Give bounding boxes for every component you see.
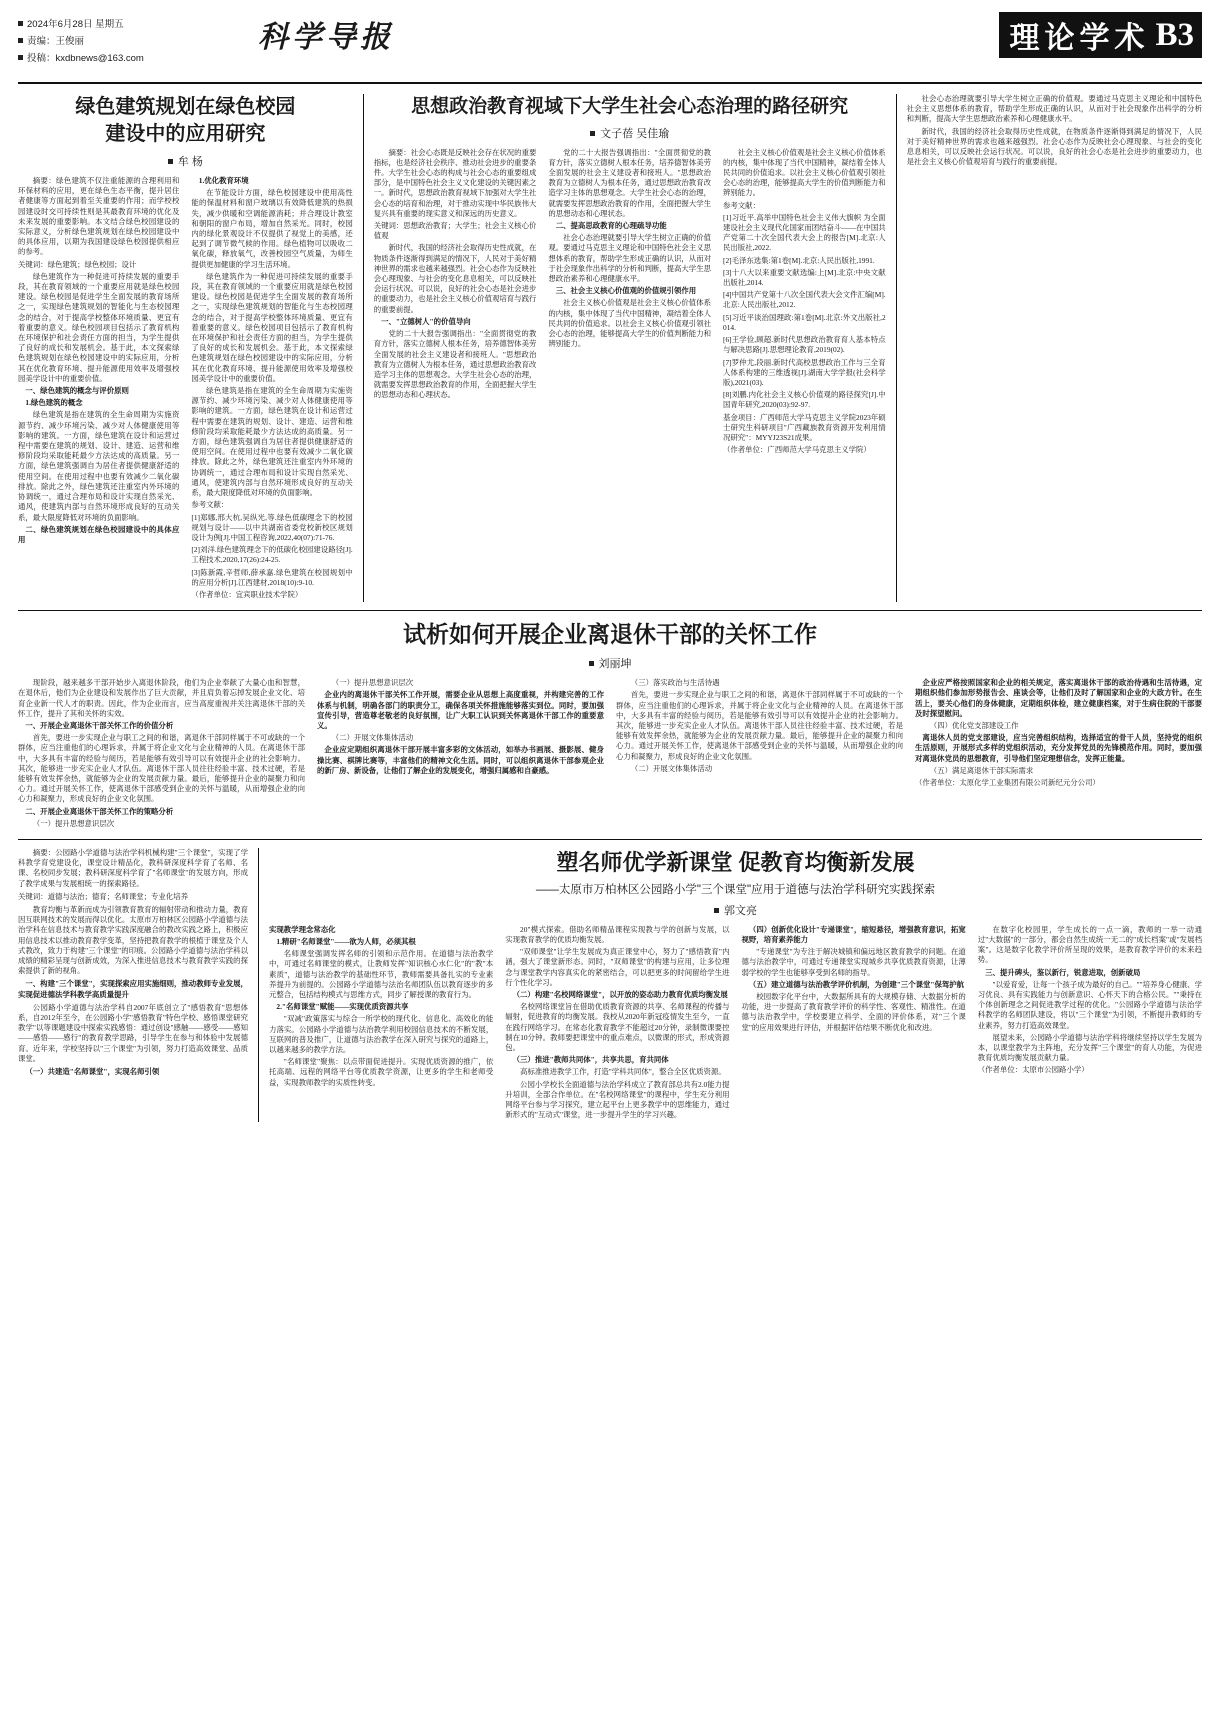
paragraph: （二）开展文体集体活动: [630, 763, 713, 773]
article3-byline: 刘丽坤: [18, 655, 1202, 671]
paragraph: 党的二十大报告强调指出："全面贯彻党的教育方针，落实立德树人根本任务，培养德智体美劳全面发展的社会主义建设者和接班人。"思想政治教育为立德树人为根本任务，通过思想政治教育改造学习主体的思想观念。大学生社会心态的治理，就需要发挥思想政治教育的作用，全面把握大学生的思想动态和心理状态。: [373, 329, 537, 400]
bullet-icon: [18, 21, 23, 26]
keywords: 关键词：思想政治教育；大学生；社会主义核心价值观: [373, 221, 537, 241]
paragraph: 在节能设计方面，绿色校园建设中使用高性能的保温材料和窗户玻璃以有效降低建筑的热损失，减少供暖和空调能源消耗；并合理设计教室和朝阳的窗户布局，增加自然采光。同时，校园内的绿化景观设计不仅提供了视觉上的美感，还起到了调节微气候的作用。绿色植物可以吸收二氧化碳，释放氧气，改善校园空气质量，为师生提供更加健康的学习生活环境。: [191, 188, 353, 269]
paragraph: 公园路小学道德与法治学科自2007年底创立了"感悟教育"思想体系，自2012年至今，在公园路小学"感悟教育"特色学校、感悟课堂研究教学"以等课题建设中探索实践感悟：通过创设"感触——感受——感知——感悟——感行"的教育教学思路，引导学生在参与和体验中发展德育。近年来，学校坚持以"三个课堂"为引领，努力打造高效课堂、品质课堂。: [18, 1002, 248, 1063]
paragraph: "名师课堂"聚焦：以点带面促进提升。实现优质资源的推广，依托高端、远程的网络平台等优质教学资源，让更多的学生和老师受益，实现教师教学的实质性转变。: [269, 1057, 494, 1087]
subheading: 一、绿色建筑的概念与评价原则: [25, 386, 129, 396]
references-title: 参考文献：: [723, 200, 760, 210]
reference-item: [3]陈新霞,辛哲师,薛承嘉.绿色建筑在校园规划中的应用分析[J].江西建材,2018(10):9-10.: [191, 567, 353, 587]
paragraph: 新时代，我国的经济社会取得历史性成就，在物质条件逐渐得到满足的情况下，人民对于美好精神世界的需求也越来越强烈。社会心态作为反映社会心理现象、与社会的变化息息相关，可以反映社会运行状况。可以说，良好的社会心态是社会进步的重要动力，也是社会主义核心价值观培育与践行的重要前提。: [373, 243, 537, 314]
masthead-editor: 责编：王俊丽: [18, 33, 248, 50]
subheading: （四）创新优化设计"专递课堂"，缩短悬径，增强教育意识，拓宽视野，培育素养能力: [741, 924, 966, 944]
article2-columns: [374, 148, 886, 458]
section-name: 理论学术: [1009, 22, 1150, 55]
subheading: 实现教学理念常态化: [269, 924, 336, 934]
top-right-spill: [897, 94, 1202, 602]
article2-col-3: [723, 148, 886, 458]
paper-name: 科学导报: [258, 21, 394, 54]
paragraph: 在数字化校园里，学生成长的一点一滴，教师的一举一动通过"大数据"的一部分，都会自然生成统一无二的"成长档案"或"发展档案"。这是数字化教学评价所呈现的效果，是教育教学评价的未来趋势。: [977, 924, 1202, 965]
article1-col-1: [18, 176, 179, 602]
article3-col-3: [616, 678, 903, 831]
reference-item: [1]郑娜,邢大杭,吴纵光,等.绿色低碳理念下的校园规划与设计——以中共湖南省委党校新校区规划设计为例[J].中国工程咨询,2022,40(07):71-76.: [191, 512, 353, 542]
paragraph: （二）开展文体集体活动: [331, 733, 414, 743]
section-badge: [999, 12, 1202, 58]
abstract: 摘要：社会心态既是反映社会存在状况的重要指标，也是经济社会秩序、推动社会进步的重要条件。大学生社会心态的构成与社会心态的重要组成部分，是中国特色社会主义文化建设的关键因素之一。新时代，思想政治教育视域下加强对大学生社会心态的培育和治理，对于推动实现中华民族伟大复兴具有重要的现实意义和深远的历史意义。: [373, 147, 537, 218]
reference-item: [6]王学俭,顾超.新时代思想政治教育育人基本特点与解决思路[J].思想理论教育,2019(02).: [723, 335, 886, 355]
page-number: B3: [1155, 16, 1194, 53]
spill-col: [907, 94, 1202, 169]
article1-columns: [18, 176, 353, 602]
reference-item: [3]十八大以来重要文献选编:上[M].北京:中央文献出版社,2014.: [723, 267, 886, 288]
article4-abstract-col: [18, 848, 259, 1122]
paragraph: （五）满足离退休干部实际需求: [929, 765, 1034, 775]
article2-col-2: [548, 148, 711, 458]
article2-title: 思想政治教育视域下大学生社会心态治理的路径研究: [411, 96, 849, 117]
paragraph: 摘要：绿色建筑不仅注重能源的合理利用和环保材料的应用，更在绿色生态平衡，提升居住者健康等方面起到着至关重要的作用；而学校校园建设时交可持续性则是其最教育环境的优化及未来发展的重要影响。本文结合绿色校园建设的实际意义，分析绿色建筑规划在绿色校园建设中的具体应用，以期为我国建设绿色校园提供相应的参考。: [18, 176, 180, 257]
article-ideological-education: [364, 94, 897, 602]
spill-columns: [907, 94, 1202, 169]
paragraph: 绿色建筑作为一种促进可持续发展的重要手段，其在教育领域的一个重要应用就是绿色校园建设。绿色校园是促进学生全面发展的教育场所之一，实现绿色建筑规划的智能化与生态校园理念的结合，对于提高学校整体环境质量、更宜有着重要的意义。绿色校园项目包括示了教育机构在环境保护和社会责任方面的担当，为学生提供了良好的成长和发展机会。基于此，本文探索绿色建筑规划在绿色校园建设中的实际应用，分析其在优化教育环境、提升能源使用效率及增强校园美学设计中的重要价值。: [191, 271, 353, 383]
masthead-date: 2024年6月28日 星期五: [18, 16, 248, 33]
paragraph: "双师课堂"让学生发展成为真正课堂中心，努力了"感悟教育"内涵，强大了课堂新形态。同时，"双师课堂"的构建与应用，让多位理念与课堂教学内容真实化的紧密结合，可以把更多的时间留给学生进行个性化学习。: [505, 947, 730, 987]
reference-item: [8]刘鹏.内化社会主义核心价值观的路径探究[J].中国青年研究,2020(03):92-97.: [723, 390, 886, 410]
subheading: 企业内的离退休干部关怀工作开展，需要企业从思想上高度重视，并构建完善的工作体系与机制，明确各部门的职责分工，确保各项关怀措施能够落实到位。同时，要加强宣传引导，营造尊老敬老的良好氛围，让广大职工认识到关怀离退休干部工作的重要意义。: [317, 690, 604, 730]
paragraph: 展望未来，公园路小学道德与法治学科将继续坚持以学生发展为本，以课堂教学为主阵地，充分发挥"三个课堂"的育人功能，为促进教育优质均衡发展贡献力量。: [977, 1032, 1202, 1063]
paragraph: 校园数字化平台中，大数据所具有的大规模存储、大数据分析的功能，进一步提高了教育教学评价的科学性、客观性、精准性。在道德与法治教学中，学校要建立科学、全面的评价体系，对"三个课堂"的应用效果进行评估，并根据评估结果不断优化和改进。: [741, 991, 966, 1032]
paragraph: 首先，要进一步实现企业与职工之间的和谐，离退休干部同样属于不可或缺的一个群体，应当注重他们的心理诉求，并属于将企业文化与企业精神的人员。在离退休干部中，大多具有丰富的经验与阅历，若是能够有效引导可以有效提升企业的社会影响力。其次，能够进一步充实企业人才队伍。离退休干部人员往往经验丰富、技术过硬，若是能够有效发挥余热，就能够为企业的发展贡献力量。最后，能够提升企业的凝聚力和向心力。通过开展关怀工作，使离退休干部感受到企业的关怀与温暖，从而增强企业的向心力和凝聚力，形成良好的企业文化氛围。: [18, 733, 305, 804]
abstract: 摘要：公园路小学道德与法治学科机械构建"三个课堂"，实现了学科教学育党建设化，课堂设计精品化，教科研深度科学育了名师、名课、名校同步发展；教科研深度科学育了"名师课堂"的发展方向，形成了教学成果与发展相统一的探索路径。: [18, 848, 248, 888]
article2-col-1: [374, 148, 537, 458]
bullet-icon: [18, 38, 23, 43]
bullet-icon: [714, 908, 719, 913]
subheading: （五）建立道德与法治教学评价机制，为创建"三个课堂"保驾护航: [748, 979, 965, 989]
subheading: 1.精研"名师课堂"——欲为人师，必须其根: [276, 936, 416, 946]
paragraph: 新时代，我国的经济社会取得历史性成就，在物质条件逐渐得到满足的情况下，人民对于美好精神世界的需求也越来越强烈。社会心态作为反映社会心理现象、与社会的变化息息相关，可以反映社会运行状况。可以说，良好的社会心态是社会进步的重要动力，也是社会主义核心价值观培育与践行的重要前提。: [906, 126, 1202, 167]
article4-title: 塑名师优学新课堂 促教育均衡新发展: [556, 850, 915, 876]
article3-columns: [18, 678, 1202, 831]
top-articles-zone: [18, 94, 1202, 602]
article2-byline: 文子蓓 吴佳瑜: [374, 125, 886, 141]
subheading: 二、提高思政教育的心理疏导功能: [555, 221, 667, 231]
subheading: 企业应定期组织离退休干部开展丰富多彩的文体活动，如举办书画展、摄影展、健身操比赛、棋牌比赛等，丰富他们的精神文化生活。同时，可以组织离退休干部参观企业的新厂房、新设备，让他们了解企业的发展变化，增强归属感和自豪感。: [317, 745, 604, 775]
author-unit: （作者单位：宜宾职业技术学院）: [191, 589, 303, 599]
bullet-icon: [18, 55, 23, 60]
author-unit: （作者单位：太原市公园路小学）: [977, 1065, 1089, 1075]
article1-byline: 牟 杨: [18, 153, 353, 169]
reference-item: [2]刘洋.绿色建筑理念下的低碳化校园建设路径[J].工程技术,2020,17(26):24-25.: [191, 545, 353, 565]
paragraph: 社会心态治理就要引导大学生树立正确的价值观。要通过马克思主义理论和中国特色社会主义思想体系的教育，帮助学生形成正确的认识，从而对于社会现象作出科学的分析和判断，提高大学生思想政治素养和心理健康水平。: [906, 94, 1202, 124]
article3-title: 试析如何开展企业离退休干部的关怀工作: [403, 621, 817, 648]
article4-subtitle: ——太原市万柏林区公园路小学"三个课堂"应用于道德与法治学科研究实践探索: [535, 883, 936, 896]
paragraph: 现阶段，越来越多干部开始步入离退休阶段，他们为企业奉献了大量心血和智慧，在退休后，他们为企业建设和发展作出了巨大贡献，并且肩负着忘掉发展企业文化、培育企业新一代人才的职责。因此，作为企业而言，应当高度重视并关注离退休干部的关怀工作，提升了其和关怀的实效。: [18, 678, 305, 718]
keywords: 关键词：道德与法治；德育；名师课堂；专业化培养: [18, 891, 188, 901]
paragraph: 首先，要进一步实现企业与职工之间的和谐，离退休干部同样属于不可或缺的一个群体，应当注重他们的心理诉求，并属于将企业文化与企业精神的人员。在离退休干部中，大多具有丰富的经验与阅历，若是能够有效引导可以有效提升企业的社会影响力。其次，能够进一步充实企业人才队伍。离退休干部人员往往经验丰富、技术过硬，若是能够有效发挥余热，就能够为企业的发展贡献力量。最后，能够提升企业的凝聚力和向心力。通过开展关怀工作，使离退休干部感受到企业的关怀与温暖，从而增强企业的向心力和凝聚力，形成良好的企业文化氛围。: [616, 690, 903, 761]
paragraph: （三）落实政治与生活待遇: [630, 678, 720, 688]
paragraph: （一）提升思想意识层次: [32, 818, 115, 828]
subheading: 2."名师课堂"赋能——实现优质资源共享: [276, 1002, 409, 1012]
reference-item: [4]中国共产党第十八次全国代表大会文件汇编[M].北京:人民出版社,2012.: [723, 290, 886, 310]
author-unit: （作者单位：广西师范大学马克思主义学院）: [723, 445, 871, 455]
keywords: 关键词：绿色建筑；绿色校园；设计: [18, 259, 137, 269]
paragraph: 党的二十大报告强调指出："全面贯彻党的教育方针，落实立德树人根本任务，培养德智体美劳全面发展的社会主义建设者和接班人。"思想政治教育为立德树人为根本任务，通过思想政治教育改造学习主体的思想观念。大学生社会心态的治理，就需要发挥思想政治教育的作用，全面把握大学生的思想动态和心理状态。: [548, 147, 711, 218]
subheading: 二、开展企业离退休干部关怀工作的策略分析: [25, 806, 174, 816]
article4-main: [259, 848, 1202, 1122]
article3-col-2: [317, 678, 604, 831]
paragraph: 绿色建筑是指在建筑的全生命周期为实施资源节约、减少环境污染、减少对人体健康使用等影响的建筑。一方面，绿色建筑在设计和运营过程中需要在建筑的规划、设计、建造、运营和维修阶段均采取能耗最少方法达成的高质量。另一方面，绿色建筑强调自为居住者提供健康舒适的使用空间。在使用过程中也要有效减少二氧化碳排放。除此之外，绿色建筑还注重室内外环境的协调统一，通过合理布局和设计实现自然采光、通风，使建筑内部与自然环境形成良好的互动关系，最大限度降低对环境的负面影响。: [18, 410, 180, 522]
article1-col-2: [191, 176, 352, 602]
references-title: 参考文献：: [191, 500, 229, 510]
subheading: 企业应严格按照国家和企业的相关规定，落实离退休干部的政治待遇和生活待遇，定期组织他们参加形势报告会、座谈会等，让他们及时了解国家和企业的大政方针。在生活上，要关心他们的身体健康，定期组织体检，建立健康档案，对于生病住院的干部要及时探望慰问。: [915, 678, 1202, 718]
paragraph: 20"模式探索。借助名师精品课程实现教与学的创新与发展，以实现教育教学的优质均衡发展。: [505, 924, 730, 944]
subheading: 一、"立德树人"的价值导向: [381, 316, 471, 326]
reference-item: [1]习近平.高举中国特色社会主义伟大旗帜 为全面建设社会主义现代化国家而团结奋斗——在中国共产党第二十次全国代表大会上的报告[M].北京:人民出版社,2022.: [723, 212, 886, 253]
article1-title: 绿色建筑规划在绿色校园 建设中的应用研究: [75, 96, 296, 145]
article4-col-3: [742, 925, 966, 1123]
masthead: [18, 10, 1202, 84]
paragraph: 社会主义核心价值观是社会主义核心价值体系的内核，集中体现了当代中国精神，凝结着全体人民共同的价值追求。以社会主义核心价值观引领社会心态的治理，能够提高大学生的价值判断能力和辨别能力。: [548, 298, 711, 349]
article4-col-4: [978, 925, 1202, 1123]
paragraph: 公园小学校长全面道德与法治学科成立了教育部总共有2.0能力提升培训，全部合作单位。在"名校网络课堂"的课程中，学生充分利用网络平台参与学习探究，建立起平台上更多教学中的思维能力，通过新形式的"互动式"课堂，进一步提升学生的学习兴趣。: [505, 1079, 730, 1120]
masthead-info: [18, 10, 248, 67]
paragraph: 名师课堂强调发挥名师的引领和示范作用。在道德与法治教学中，可通过名师课堂的模式，让教师发挥"知识核心水仁化"的"教"本素质"，道德与法治教学的基础性环节，教师需要具备扎实的专业素养提升为前提的。公园路小学道德与法治名师团队伍以教育逐步的多元整合，包括结构模式与思维方式，同步了解授课的教育行为。: [269, 949, 494, 999]
article-new-classroom: [18, 848, 1202, 1122]
article3-col-1: [18, 678, 305, 831]
paragraph: 教育均衡与革新而成为引领教育教育的辐射带动和推动力量，教育因互联网技术的发展而得以优化。太原市万柏林区公园路小学道德与法治学科在信息技术与教育教学实践深度融合的教改实践之路上，积极应用信息技术以推动教育教学变革，坚持把教育教学的根植于课堂及个人式教改，致力于构建"三个课堂"的印痕。公园路小学道德与法治学科以成绩的精彩呈现与创新成效，为深入推进信息技术与教育教学实践的探索提供了新的视角。: [18, 905, 248, 976]
subheading: （三）推进"教师共同体"，共享共思，育共同体: [512, 1055, 669, 1065]
article4-col-2: [505, 925, 729, 1123]
article4-col-1: [269, 925, 493, 1123]
bullet-icon: [589, 661, 594, 666]
subheading: 三、社会主义核心价值观的价值规引领作用: [555, 286, 697, 296]
paragraph: 绿色建筑作为一种促进可持续发展的重要手段，其在教育领域的一个重要应用就是绿色校园建设。绿色校园是促进学生全面发展的教育场所之一，实现绿色建筑规划的智能化与生态校园理念的结合，对于提高学校整体环境质量、更宜有着重要的意义。绿色校园项目包括示了教育机构在环境保护和社会责任方面的担当，为学生提供了良好的成长和发展机会。基于此，本文探索绿色建筑规划在绿色校园建设中的实际应用，分析其在优化教育环境、提升能源使用效率及增强校园美学设计中的重要价值。: [18, 271, 180, 383]
subheading: 一、开展企业离退休干部关怀工作的价值分析: [25, 720, 174, 730]
subheading: 1.绿色建筑的概念: [25, 398, 83, 408]
paragraph: "双减"政策落实与综合一所学校的现代化、信息化、高效化的能力落实。公园路小学道德与法治教学利用校园信息技术的不断发展，互联网的普及推广，让道德与法治教学在深入研究与探究的道路上，以越来越多的教学方法。: [269, 1014, 494, 1054]
subheading: 一、构建"三个课堂"，实现探索应用实施细则，推动教师专业发展，实现促进德法学科教学高质量提升: [18, 979, 248, 999]
subheading: 二、绿色建筑规划在绿色校园建设中的具体应用: [18, 524, 180, 544]
newspaper-page: [0, 10, 1220, 1735]
paragraph: "专递课堂"为专注于解决城镇和偏远地区教育教学的问题。在道德与法治教学中，可通过专递课堂实现城乡共享优质教育资源，让薄弱学校的学生也能够享受到名师的指导。: [741, 947, 966, 977]
author-unit: （作者单位：太原化学工业集团有限公司新纪元分公司）: [915, 778, 1100, 787]
paragraph: 名校网络课堂旨在借助优质教育资源的共享、名师课程的传播与辐射，促进教育的均衡发展。我校从2020年新冠疫情发生至今，一直在践行网络学习。在常态化教育教学不能超过20分钟，录制微课要控制在10分钟。教师要把课堂中的重点难点，以微课的形式，形成资源包。: [505, 1002, 730, 1052]
article-green-building: [18, 94, 364, 602]
subheading: （一）共建造"名师课堂"，实现名师引领: [25, 1067, 160, 1077]
subheading: 1.优化教育环境: [198, 176, 249, 185]
bullet-icon: [590, 131, 595, 136]
paragraph: （四）优化党支部建设工作: [929, 720, 1019, 730]
divider: [18, 839, 1202, 840]
article4-byline: 郭文亮: [269, 902, 1202, 918]
reference-item: [2]毛泽东选集:第1卷[M].北京:人民出版社,1991.: [723, 255, 875, 265]
subheading: （二）构建"名校网络课堂"，以开放的姿态助力教育优质均衡发展: [512, 989, 728, 999]
paragraph: 高标准推进教学工作，打造"学科共同体"，整合全区优质资源。: [520, 1067, 726, 1077]
article-retired-cadres: [18, 619, 1202, 831]
subheading: 离退休人员的党支部建设，应当完善组织结构，选择适宜的骨干人员，坚持党的组织生活原则，开展形式多样的党组织活动，充分发挥党员的先锋模范作用。同时，要加强对离退休党员的思想教育，引导他们坚定理想信念，发挥正能量。: [915, 733, 1202, 763]
paragraph: 社会主义核心价值观是社会主义核心价值体系的内核，集中体现了当代中国精神，凝结着全体人民共同的价值追求。以社会主义核心价值观引领社会心态的治理，能够提高大学生的价值判断能力和辨别能力。: [723, 147, 886, 198]
divider: [18, 610, 1202, 611]
paragraph: 绿色建筑是指在建筑的全生命周期为实施资源节约、减少环境污染、减少对人体健康使用等影响的建筑。一方面，绿色建筑在设计和运营过程中需要在建筑的规划、设计、建造、运营和维修阶段均采取能耗最少方法达成的高质量。另一方面，绿色建筑强调自为居住者提供健康舒适的使用空间。在使用过程中也要有效减少二氧化碳排放。除此之外，绿色建筑还注重室内外环境的协调统一，通过合理布局和设计实现自然采光、通风，使建筑内部与自然环境形成良好的互动关系，最大限度降低对环境的负面影响。: [191, 386, 353, 498]
article3-col-4: [915, 678, 1202, 831]
bullet-icon: [168, 159, 173, 164]
reference-item: [7]罗仲尤,段丽.新时代高校思想政治工作与三全育人体系构建的三维透视[J].湖南大学学报(社会科学版),2021(03).: [723, 357, 886, 387]
masthead-mail: 投稿：kxdbnews@163.com: [18, 50, 248, 67]
paragraph: 社会心态治理就要引导大学生树立正确的价值观。要通过马克思主义理论和中国特色社会主义思想体系的教育，帮助学生形成正确的认识，从而对于社会现象作出科学的分析和判断，提高大学生思想政治素养和心理健康水平。: [548, 233, 711, 284]
article4-columns: [269, 925, 1202, 1123]
reference-item: [5]习近平谈治国理政:第1卷[M].北京:外文出版社,2014.: [723, 312, 886, 332]
paragraph: "以爱育爱，让每一个孩子成为最好的自己。""培养身心健康、学习优良、具有实践能力与创新意识、心怀天下的合格公民。""秉持在个体创新理念之间促进教学过程的优化。"公园路小学道德与法治学科教学的名师团队建设，将以"三个课堂"为引领，不断提升教师的专业素养，努力打造高效课堂。: [977, 979, 1202, 1030]
fund-note: 基金项目：广西师范大学马克思主义学院2023年硕士研究生科研项目"广西藏族教育资源开发利用情况研究"：MYYJ23S21成果。: [723, 412, 886, 442]
paragraph: （一）提升思想意识层次: [331, 678, 414, 688]
subheading: 三、提升碑头，鉴以新行，锐意进取，创新破局: [985, 967, 1141, 977]
